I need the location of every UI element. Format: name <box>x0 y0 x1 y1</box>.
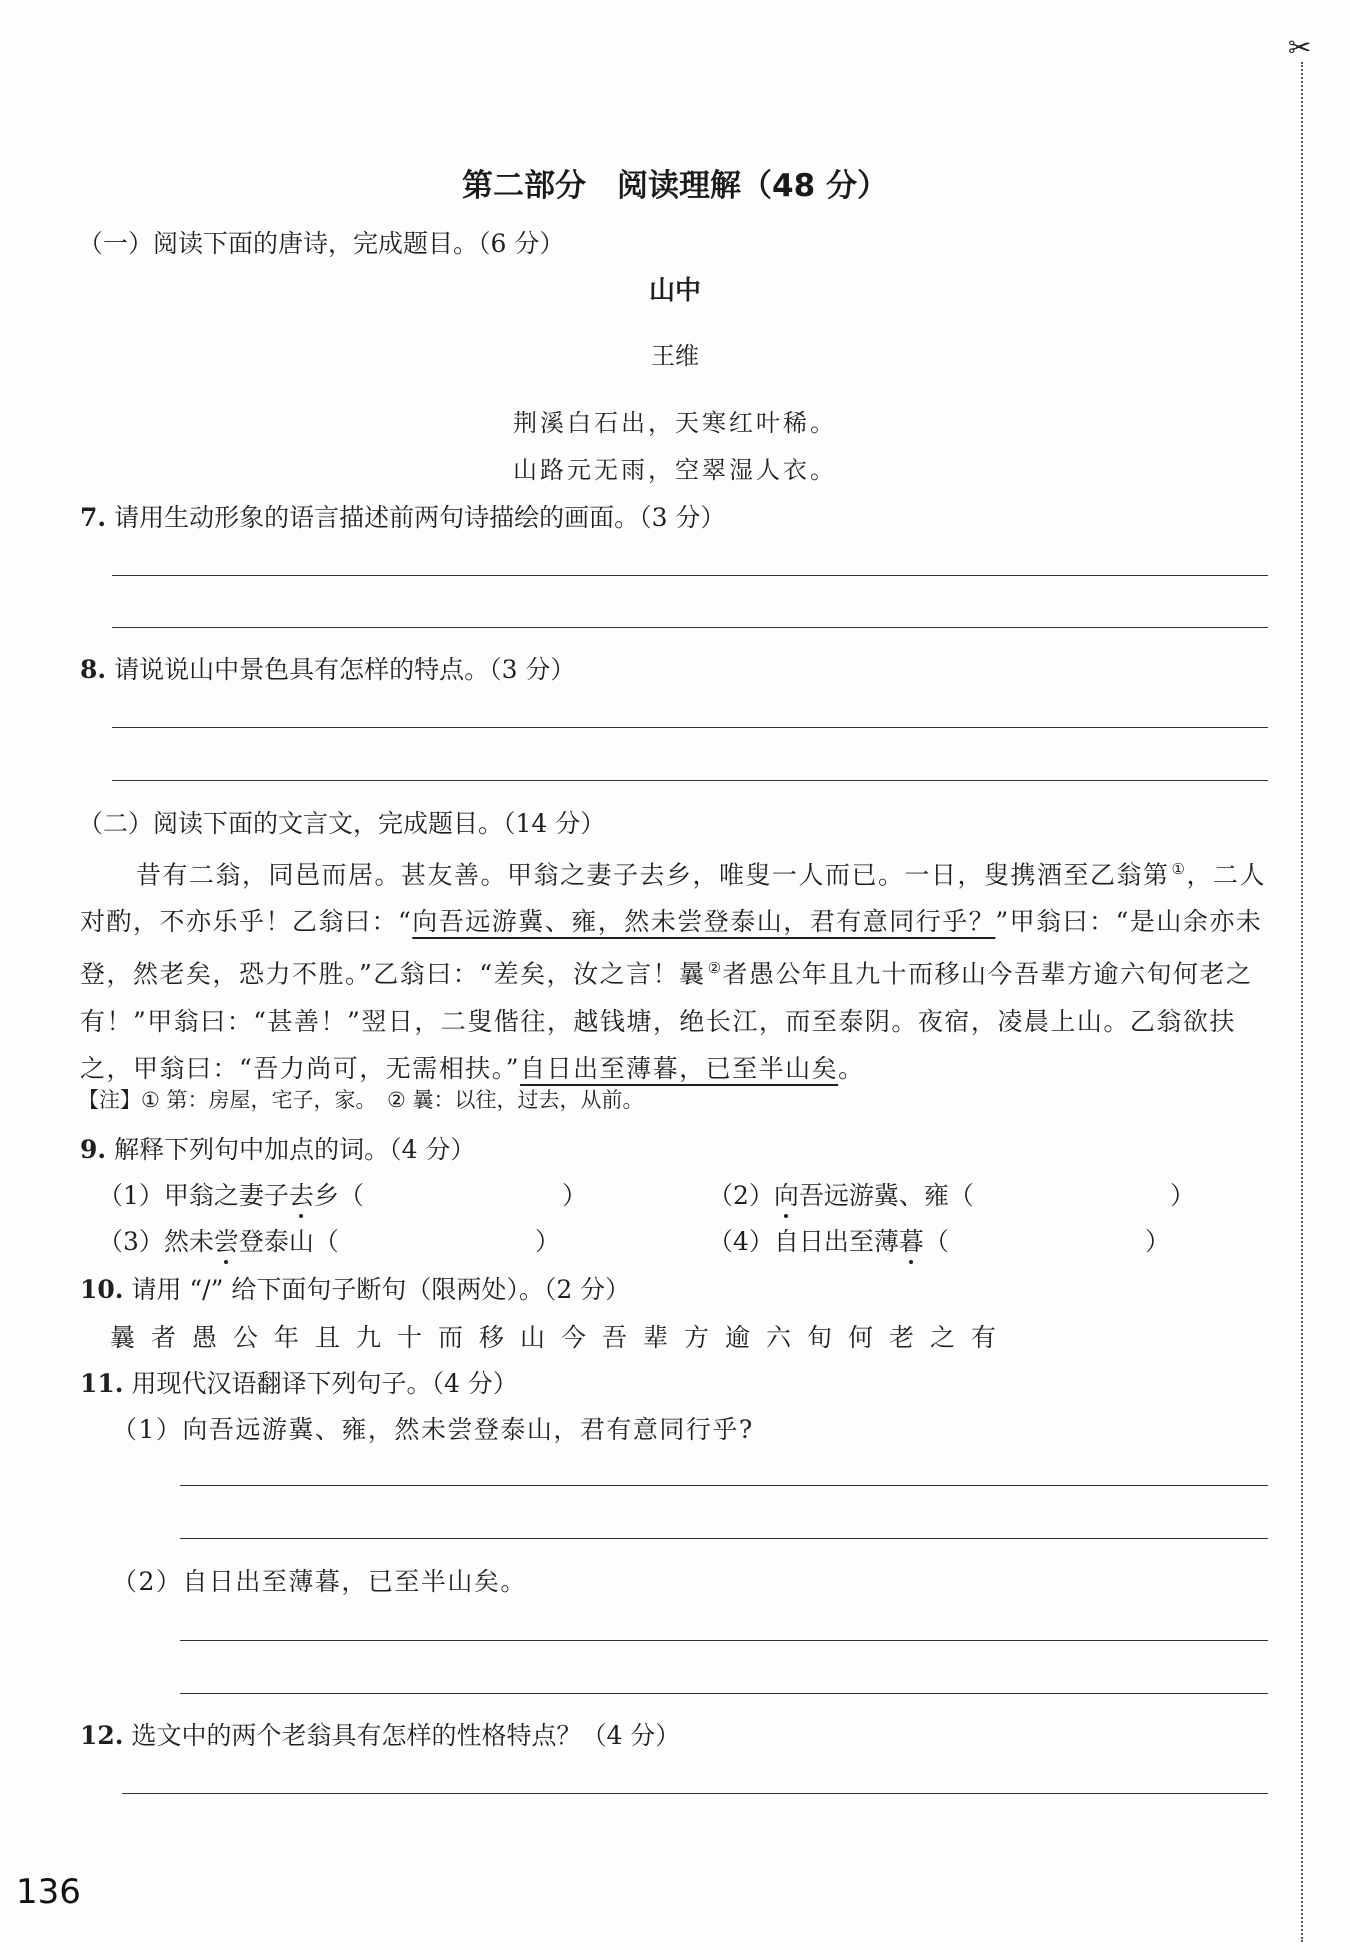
q9-item-4: （4）自日出至薄暮（ <box>708 1227 949 1256</box>
dotted-word: 去 <box>288 1181 314 1210</box>
footnote: 【注】① 第：房屋，宅子，家。 ② 曩：以往，过去，从前。 <box>78 1088 644 1112</box>
footnote-marker: ② <box>707 959 723 978</box>
dotted-word: 暮 <box>898 1227 924 1256</box>
q9-close: ） <box>562 1181 588 1210</box>
answer-line[interactable] <box>180 1640 1268 1641</box>
poem-title: 山中 <box>648 276 701 306</box>
translate-sentence-2: （2）自日出至薄暮，已至半山矣。 <box>112 1567 527 1596</box>
question-number: 11. <box>80 1369 124 1398</box>
passage-text: 昔有二翁，同邑而居。甚友善。甲翁之妻子去乡，唯叟一人而已。一日，叟携酒至乙翁第 <box>136 860 1170 890</box>
poem-line: 山路元无雨，空翠湿人衣。 <box>513 456 837 484</box>
question-text: 请用 “/” 给下面句子断句（限两处）。（2 分） <box>131 1275 631 1304</box>
poem-line: 荆溪白石出，天寒红叶稀。 <box>513 409 837 437</box>
question-9 <box>80 1130 475 1166</box>
question-12 <box>80 1716 680 1752</box>
answer-line[interactable] <box>180 1693 1268 1694</box>
question-7 <box>80 498 725 534</box>
question-text: 用现代汉语翻译下列句子。（4 分） <box>131 1369 518 1398</box>
q9-answer-blank-1[interactable] <box>390 1204 555 1205</box>
q9-answer-blank-2[interactable] <box>1000 1204 1165 1205</box>
answer-line[interactable] <box>112 780 1268 781</box>
question-number: 8. <box>80 655 107 684</box>
q9-item-3: （3）然未尝登泰山（ <box>98 1227 339 1256</box>
dotted-word: 向 <box>773 1181 799 1210</box>
q9-close: ） <box>535 1227 561 1256</box>
question-number: 9. <box>80 1135 107 1164</box>
dotted-word: 尝 <box>213 1227 239 1256</box>
q9-answer-blank-3[interactable] <box>360 1250 530 1251</box>
page-number: 136 <box>16 1872 81 1912</box>
answer-line[interactable] <box>112 627 1268 628</box>
answer-line[interactable] <box>180 1538 1268 1539</box>
classical-passage <box>80 846 1270 1092</box>
question-8 <box>80 650 575 686</box>
sentence-to-punctuate[interactable]: 曩者愚公年且九十而移山今吾辈方逾六旬何老之有 <box>110 1323 1013 1352</box>
page-title: 第二部分 阅读理解（48 分） <box>462 168 888 204</box>
passage-text: ”甲翁曰：“是山余亦未登，然老矣，恐力不胜。”乙翁曰：“差矣，汝之言！曩 <box>80 907 1263 989</box>
question-number: 10. <box>80 1275 124 1304</box>
q9-item-2: （2）向吾远游冀、雍（ <box>708 1181 974 1210</box>
question-number: 7. <box>80 503 107 532</box>
answer-line[interactable] <box>122 1793 1268 1794</box>
question-text: 请用生动形象的语言描述前两句诗描绘的画面。（3 分） <box>114 503 726 532</box>
question-10 <box>80 1270 630 1306</box>
q9-answer-blank-4[interactable] <box>975 1250 1140 1251</box>
answer-line[interactable] <box>180 1485 1268 1486</box>
question-11 <box>80 1364 518 1400</box>
footnote-marker: ① <box>1171 860 1187 878</box>
section2-heading: （二）阅读下面的文言文，完成题目。（14 分） <box>78 809 606 838</box>
answer-line[interactable] <box>112 727 1268 728</box>
passage-text: 。 <box>838 1053 865 1083</box>
poem-author: 王维 <box>651 342 699 370</box>
q9-close: ） <box>1145 1227 1171 1256</box>
question-number: 12. <box>80 1721 124 1750</box>
scissors-icon: ✂ <box>1288 31 1312 64</box>
q9-item-1: （1）甲翁之妻子去乡（ <box>98 1181 364 1210</box>
translate-sentence-1: （1）向吾远游冀、雍，然未尝登泰山，君有意同行乎? <box>112 1415 754 1444</box>
passage-text: ，二人对酌，不亦乐乎！乙翁曰：“ <box>80 860 1266 937</box>
passage-text: 者愚公年且九十而移山今吾辈方逾六旬何老之有！”甲翁曰：“甚善！”翌日，二叟偕往，越钱塘，绝长江，而至泰阴。夜宿，凌晨上山。乙翁欲扶之，甲翁曰：“吾力尚可，无需相扶。” <box>80 959 1253 1083</box>
question-text: 选文中的两个老翁具有怎样的性格特点？（4 分） <box>131 1721 681 1750</box>
answer-line[interactable] <box>112 575 1268 576</box>
underlined-sentence: 自日出至薄暮，已至半山矣 <box>520 1053 839 1083</box>
underlined-sentence: 向吾远游冀、雍，然未尝登泰山，君有意同行乎？ <box>412 907 996 937</box>
question-text: 解释下列句中加点的词。（4 分） <box>114 1135 476 1164</box>
q9-close: ） <box>1170 1181 1196 1210</box>
section1-heading: （一）阅读下面的唐诗，完成题目。（6 分） <box>78 229 565 258</box>
question-text: 请说说山中景色具有怎样的特点。（3 分） <box>114 655 576 684</box>
